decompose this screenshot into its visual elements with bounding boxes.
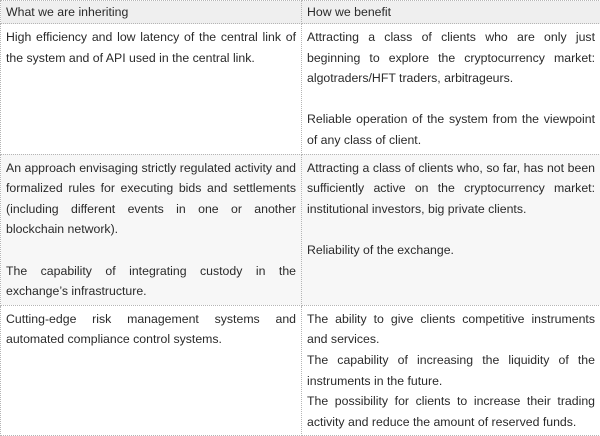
inheriting-cell — [1, 154, 302, 305]
cell-paragraph: Attracting a class of clients who are only just beginning to explore the cryptocurrency market: algotraders/HFT traders, arbitrageurs. — [307, 27, 595, 89]
benefit-cell — [302, 154, 600, 305]
benefit-cell — [302, 305, 600, 436]
inheriting-cell — [1, 24, 302, 155]
cell-paragraph: Reliable operation of the system from the viewpoint of any class of client. — [307, 109, 595, 150]
table-row — [1, 305, 600, 436]
cell-paragraph: The ability to give clients competitive instruments and services. — [307, 309, 595, 350]
header-row — [1, 1, 600, 24]
table-row — [1, 24, 600, 155]
cell-paragraph: High efficiency and low latency of the central link of the system and of API used in the central link. — [6, 27, 296, 68]
cell-paragraph: An approach envisaging strictly regulated activity and formalized rules for executing bids and settlements (including different events in one or another blockchain network). — [6, 158, 296, 240]
cell-paragraph: Attracting a class of clients who, so far, has not been sufficiently active on the cryptocurrency market: institutional investors, big private clients. — [307, 158, 595, 220]
header-benefit: How we benefit — [302, 1, 600, 24]
cell-paragraph: The capability of increasing the liquidity of the instruments in the future. — [307, 350, 595, 391]
header-inheriting: What we are inheriting — [1, 1, 302, 24]
cell-paragraph: The possibility for clients to increase their trading activity and reduce the amount of reserved funds. — [307, 391, 595, 432]
cell-paragraph: Reliability of the exchange. — [307, 240, 595, 261]
table-row — [1, 154, 600, 305]
cell-paragraph: The capability of integrating custody in the exchange’s infrastructure. — [6, 261, 296, 302]
benefit-cell — [302, 24, 600, 155]
inheriting-cell — [1, 305, 302, 436]
cell-paragraph: Cutting-edge risk management systems and automated compliance control systems. — [6, 309, 296, 350]
